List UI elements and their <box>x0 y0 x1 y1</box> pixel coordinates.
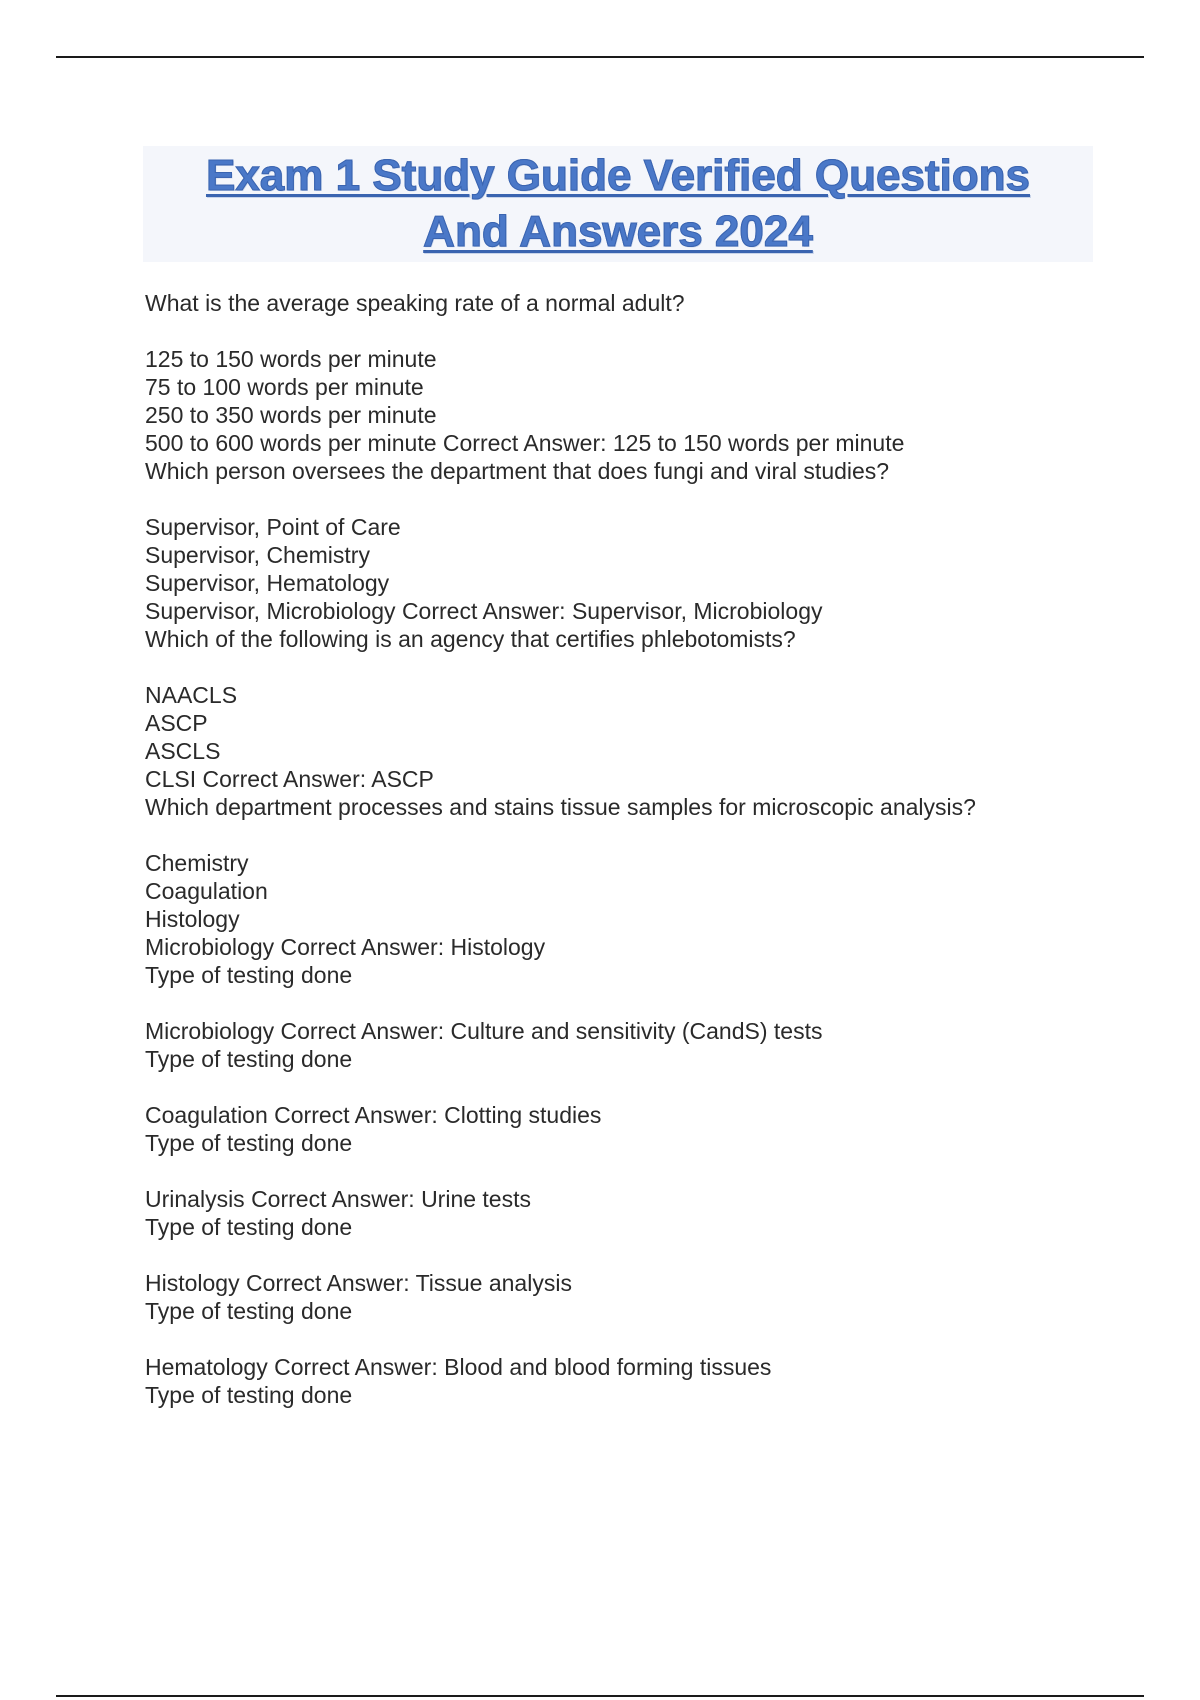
question-text: Type of testing done <box>145 1130 353 1156</box>
question-text: Type of testing done <box>145 1046 353 1072</box>
spacer <box>145 1073 1105 1101</box>
option-text: Histology <box>145 906 240 932</box>
option-answer-text: Supervisor, Microbiology Correct Answer: Supervisor, Microbiology <box>145 598 823 624</box>
option-answer-text: Microbiology Correct Answer: Histology <box>145 934 546 960</box>
spacer <box>145 485 1105 513</box>
spacer <box>145 1325 1105 1353</box>
option-text: ASCP <box>145 710 208 736</box>
spacer <box>145 1157 1105 1185</box>
option-text: Supervisor, Point of Care <box>145 514 401 540</box>
option-text: Chemistry <box>145 850 249 876</box>
spacer <box>145 653 1105 681</box>
question-text: Type of testing done <box>145 1382 353 1408</box>
option-text: ASCLS <box>145 738 221 764</box>
option-text: 75 to 100 words per minute <box>145 374 424 400</box>
title-line-1: Exam 1 Study Guide Verified Questions <box>205 151 1030 200</box>
spacer <box>145 821 1105 849</box>
option-text: 250 to 350 words per minute <box>145 402 437 428</box>
option-text: Supervisor, Hematology <box>145 570 390 596</box>
option-text: Coagulation <box>145 878 268 904</box>
option-answer-text: 500 to 600 words per minute Correct Answer: 125 to 150 words per minute <box>145 430 905 456</box>
option-answer-text: Urinalysis Correct Answer: Urine tests <box>145 1186 531 1212</box>
question-text: Which department processes and stains tissue samples for microscopic analysis? <box>145 794 976 820</box>
option-text: NAACLS <box>145 682 238 708</box>
option-text: Supervisor, Chemistry <box>145 542 370 568</box>
qa-content <box>145 289 1105 1409</box>
option-text: 125 to 150 words per minute <box>145 346 437 372</box>
top-rule <box>56 56 1144 58</box>
question-text: Which person oversees the department that does fungi and viral studies? <box>145 458 890 484</box>
title-line-2: And Answers 2024 <box>423 207 813 256</box>
option-answer-text: Coagulation Correct Answer: Clotting studies <box>145 1102 602 1128</box>
question-text: Type of testing done <box>145 1298 353 1324</box>
question-text: Type of testing done <box>145 962 353 988</box>
option-answer-text: CLSI Correct Answer: ASCP <box>145 766 434 792</box>
spacer <box>145 317 1105 345</box>
option-answer-text: Hematology Correct Answer: Blood and blood forming tissues <box>145 1354 772 1380</box>
option-answer-text: Microbiology Correct Answer: Culture and sensitivity (CandS) tests <box>145 1018 823 1044</box>
question-text: Type of testing done <box>145 1214 353 1240</box>
question-text: Which of the following is an agency that certifies phlebotomists? <box>145 626 796 652</box>
spacer <box>145 1241 1105 1269</box>
option-answer-text: Histology Correct Answer: Tissue analysis <box>145 1270 572 1296</box>
question-text: What is the average speaking rate of a normal adult? <box>145 290 685 316</box>
spacer <box>145 989 1105 1017</box>
bottom-rule <box>56 1695 1144 1697</box>
document-title <box>143 146 1093 262</box>
